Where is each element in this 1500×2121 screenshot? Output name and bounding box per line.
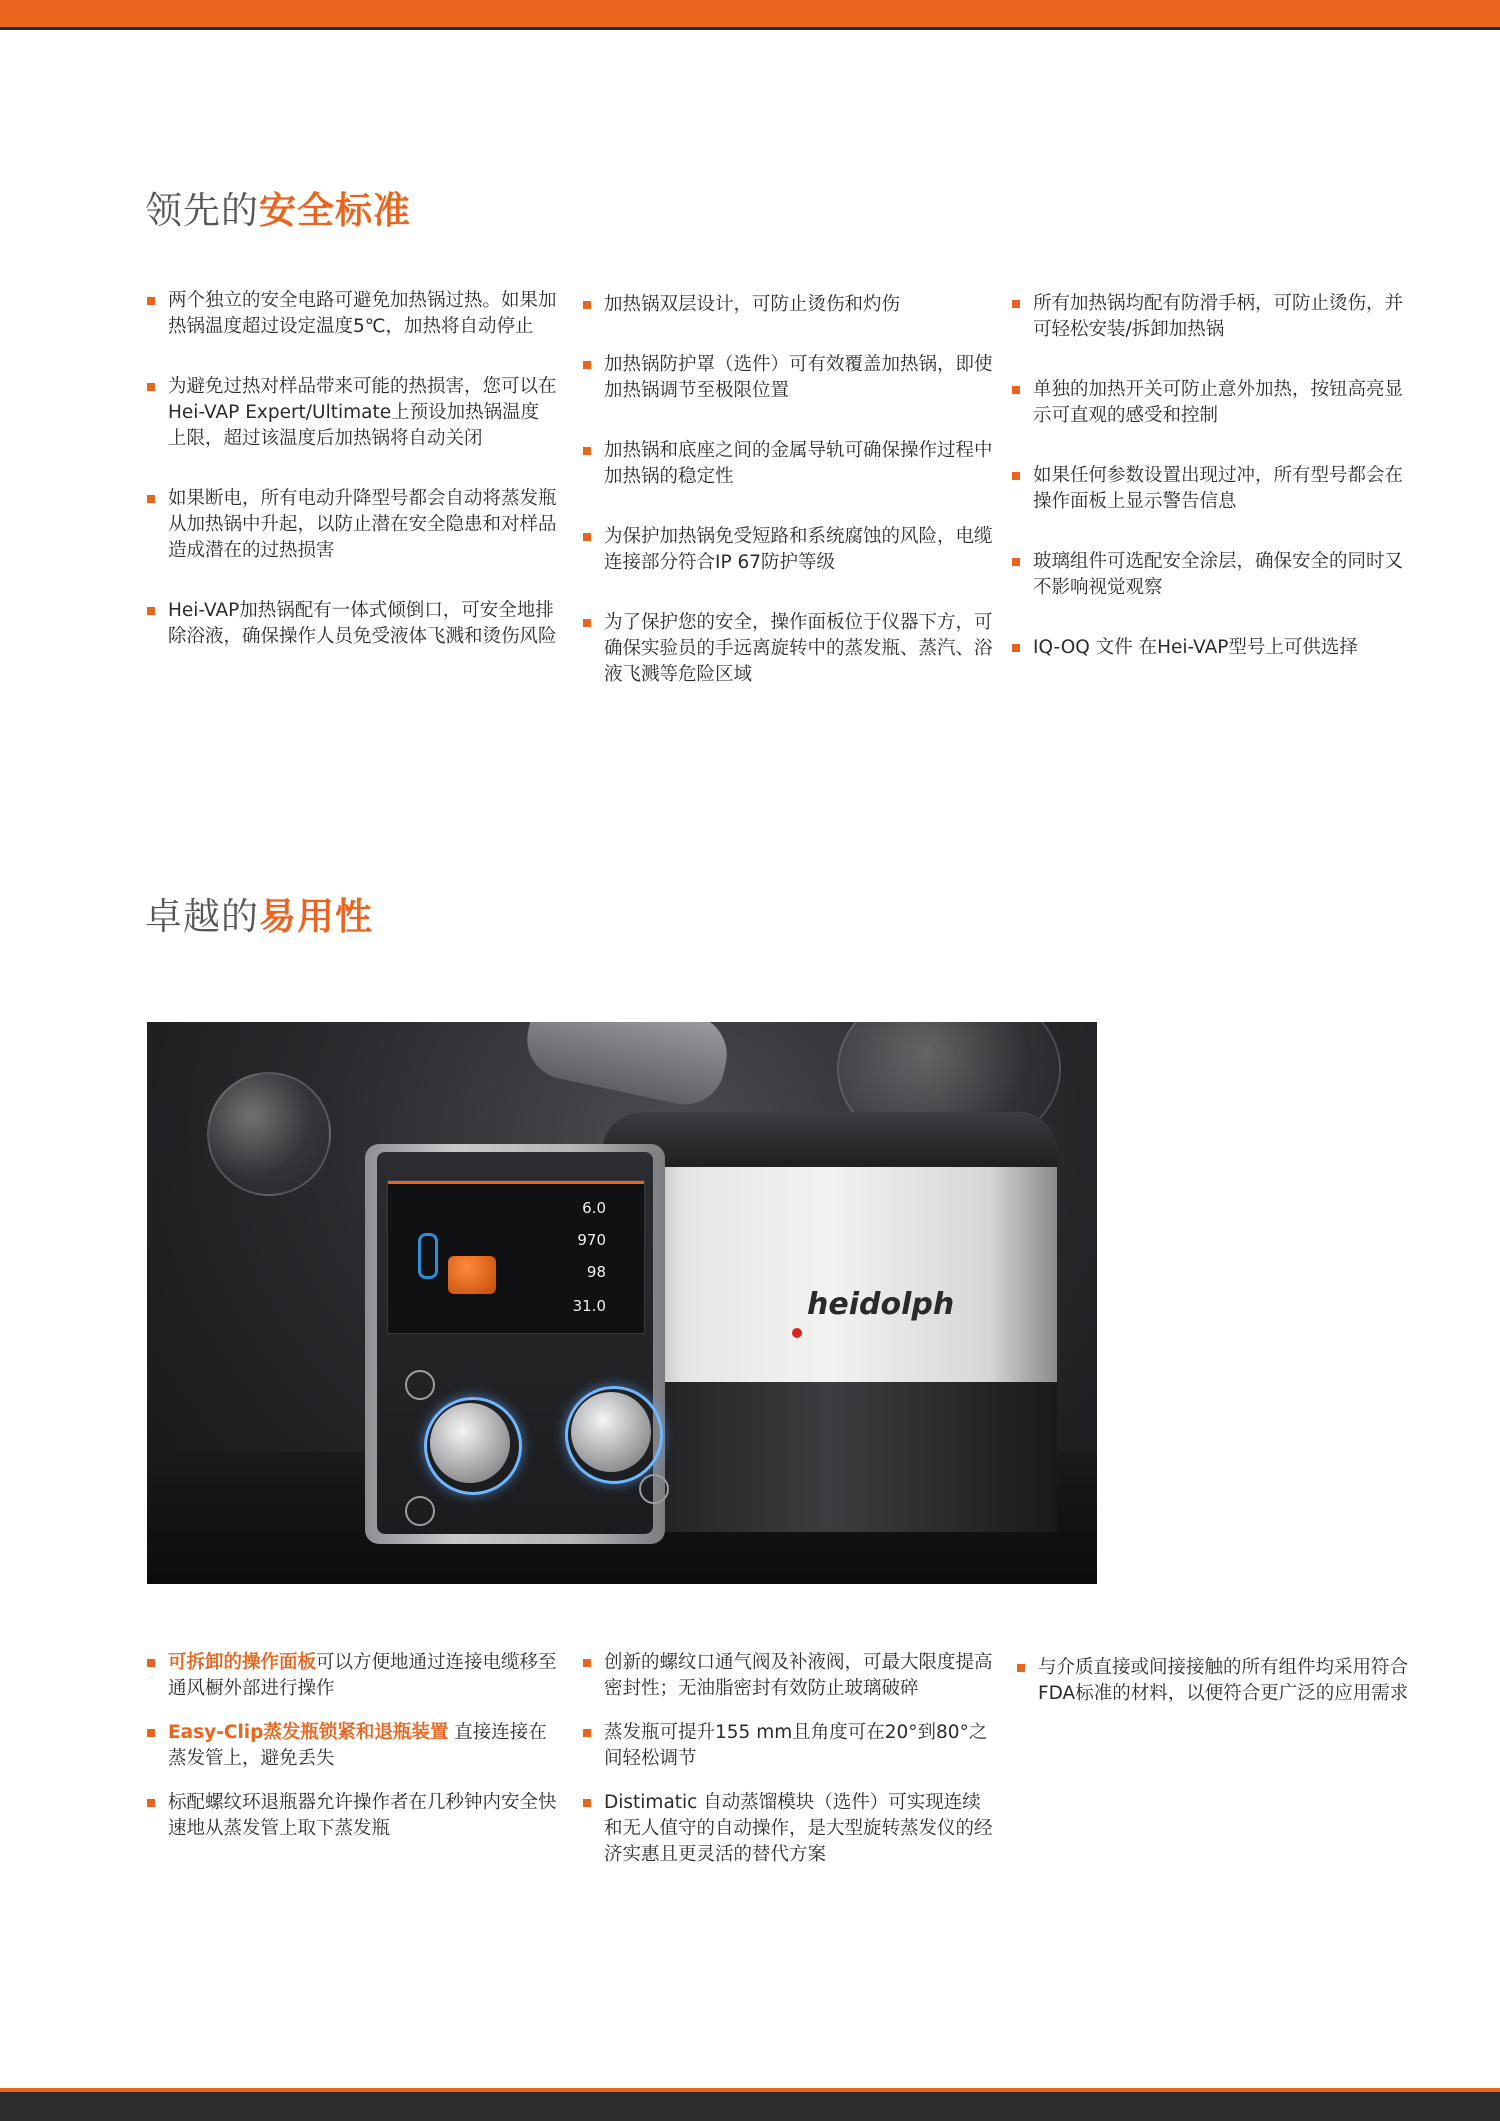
list-item: 两个独立的安全电路可避免加热锅过热。如果加热锅温度超过设定温度5℃，加热将自动停止 (147, 288, 557, 340)
list-item: 创新的螺纹口通气阀及补液阀，可最大限度提高密封性；无油脂密封有效防止玻璃破碎 (583, 1650, 998, 1702)
flask-icon (418, 1233, 438, 1279)
title-accent: 安全标准 (259, 189, 411, 232)
section-title-usability (145, 886, 373, 940)
down-arrow-icon (405, 1496, 435, 1526)
list-item: Hei-VAP加热锅配有一体式倾倒口，可安全地排除浴液，确保操作人员免受液体飞溅和烫伤风险 (147, 598, 557, 650)
display-screen (387, 1180, 645, 1334)
list-item: 加热锅和底座之间的金属导轨可确保操作过程中加热锅的稳定性 (583, 438, 998, 490)
list-item: 蒸发瓶可提升155 mm且角度可在20°到80°之间轻松调节 (583, 1720, 998, 1772)
product-photo (147, 1022, 1097, 1584)
screen-value: 98 (586, 1263, 606, 1281)
up-arrow-icon (405, 1370, 435, 1400)
top-accent-bar (0, 0, 1500, 27)
safety-column-1 (147, 288, 557, 684)
brand-logo: heidolph (807, 1287, 955, 1322)
title-accent: 易用性 (259, 895, 373, 938)
list-item: 为了保护您的安全，操作面板位于仪器下方，可确保实验员的手远离旋转中的蒸发瓶、蒸汽、浴液飞溅等危险区域 (583, 610, 998, 688)
list-item (147, 1650, 557, 1702)
rotation-knob (430, 1403, 510, 1483)
list-item (147, 1720, 557, 1772)
list-item: 所有加热锅均配有防滑手柄，可防止烫伤，并可轻松安装/拆卸加热锅 (1012, 291, 1412, 343)
bottom-bar (0, 2092, 1500, 2121)
brand-logo-dot (792, 1328, 802, 1338)
list-item (147, 1790, 557, 1842)
list-item: 如果任何参数设置出现过冲，所有型号都会在操作面板上显示警告信息 (1012, 463, 1412, 515)
list-item: 加热锅防护罩（选件）可有效覆盖加热锅，即使加热锅调节至极限位置 (583, 352, 998, 404)
usability-column-1 (147, 1650, 557, 1860)
feature-text: 可以方便地通过连接电缆移至通风橱外部进行操作 (168, 1652, 557, 1699)
list-item: 加热锅双层设计，可防止烫伤和灼伤 (583, 292, 998, 318)
feature-text: 标配螺纹环退瓶器允许操作者在几秒钟内安全快速地从蒸发管上取下蒸发瓶 (168, 1792, 557, 1839)
safety-column-3 (1012, 291, 1412, 695)
list-item: 为避免过热对样品带来可能的热损害，您可以在Hei-VAP Expert/Ultimate上预设加热锅温度上限，超过该温度后加热锅将自动关闭 (147, 374, 557, 452)
condenser-arm (520, 1022, 734, 1112)
bath-icon (448, 1256, 496, 1294)
heating-bath-base (602, 1382, 1057, 1532)
glass-flask (207, 1072, 331, 1196)
top-divider-line (0, 27, 1500, 30)
list-item: IQ-OQ 文件 在Hei-VAP型号上可供选择 (1012, 635, 1412, 661)
feature-highlight: Easy-Clip蒸发瓶锁紧和退瓶装置 (168, 1722, 449, 1743)
power-icon (639, 1474, 669, 1504)
temperature-knob (571, 1392, 651, 1472)
screen-value: 6.0 (582, 1199, 606, 1217)
screen-header-bar (388, 1181, 644, 1184)
list-item: 单独的加热开关可防止意外加热，按钮高亮显示可直观的感受和控制 (1012, 377, 1412, 429)
usability-column-3 (1017, 1655, 1417, 1725)
list-item: 如果断电，所有电动升降型号都会自动将蒸发瓶从加热锅中升起，以防止潜在安全隐患和对样品造成潜在的过热损害 (147, 486, 557, 564)
heating-bath-rim (602, 1112, 1057, 1167)
list-item: Distimatic 自动蒸馏模块（选件）可实现连续和无人值守的自动操作，是大型旋转蒸发仪的经济实惠且更灵活的替代方案 (583, 1790, 998, 1868)
title-plain: 领先的 (145, 189, 259, 232)
screen-value: 970 (577, 1231, 606, 1249)
list-item: 与介质直接或间接接触的所有组件均采用符合FDA标准的材料，以便符合更广泛的应用需求 (1017, 1655, 1417, 1707)
title-plain: 卓越的 (145, 895, 259, 938)
section-title-safety (145, 180, 411, 234)
screen-value: 31.0 (572, 1297, 606, 1315)
list-item: 玻璃组件可选配安全涂层，确保安全的同时又不影响视觉观察 (1012, 549, 1412, 601)
usability-column-2 (583, 1650, 998, 1886)
feature-highlight: 可拆卸的操作面板 (168, 1652, 317, 1673)
feature-text: 直接连接在蒸发管上，避免丢失 (168, 1722, 547, 1769)
list-item: 为保护加热锅免受短路和系统腐蚀的风险，电缆连接部分符合IP 67防护等级 (583, 524, 998, 576)
safety-column-2 (583, 292, 998, 722)
